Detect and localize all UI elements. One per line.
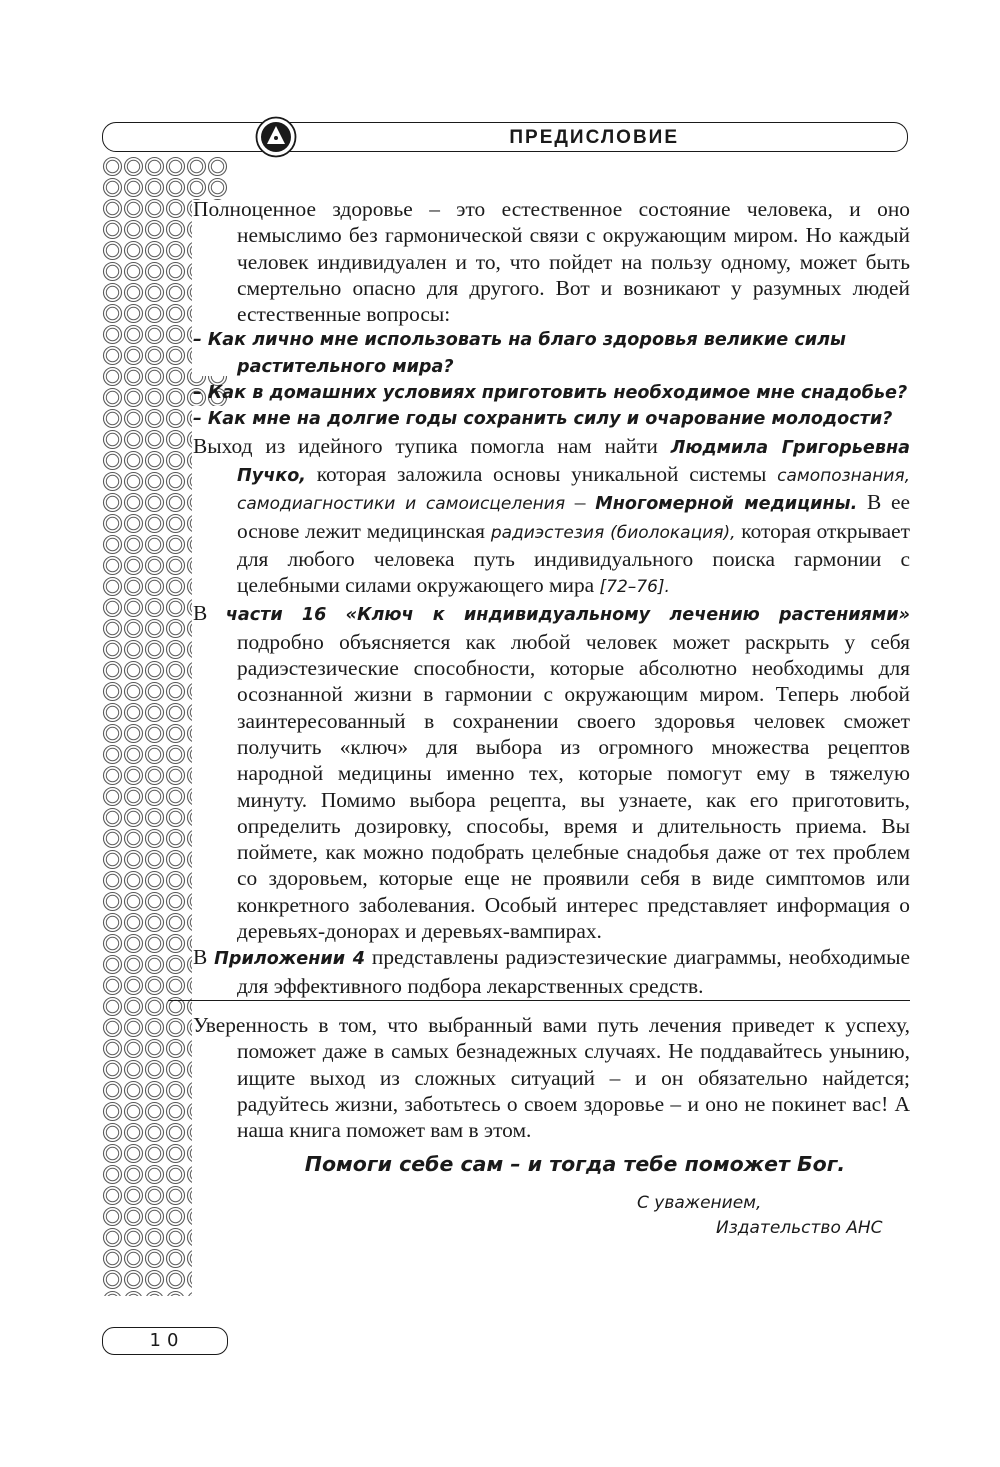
intro-paragraph: Полноценное здоровье – это естественное состояние человека, и оно немыслимо без гармонической связи с окружающим миром. Но каждый человек индивидуален и то, что пойдет на пользу одному, может быть смертельно опасно для другого. Вот и возникают у разумных людей естественные вопросы: — [193, 197, 910, 327]
question-item: – Как мне на долгие годы сохранить силу и очарование молодости? — [193, 409, 893, 430]
part16-paragraph: В части 16 «Ключ к индивидуальному лечению растениями» подробно объясняется как любой человек может раскрыть у себя радиэстезические способности, которые абсолютно необходимы для осознанной жизни в гармонии с окружающим миром. Теперь любой заинтересованный в сохранении своего здоровья человек сможет получить «ключ» для выбора из огромного множества рецептов народной медицины именно тех, которые помогут ему в тяжелую минуту. Помимо выбора рецепта, вы узнаете, как его приготовить, определить дозировку, способы, время и длительность приема. Вы поймете, как можно подобрать целебные снадобья даже от тех проблем со здоровьем, которые еще не проявили себя в виде симптомов или конкретного заболевания. Особый интерес представляет информация о деревьях-донорах и деревьях-вампирах. — [193, 601, 910, 944]
question-item: – Как лично мне использовать на благо здоровья великие силы растительного мира? — [193, 330, 846, 377]
appendix-paragraph: В Приложении 4 представлены радиэстезические диаграммы, необходимые для эффективного подбора лекарственных средств. — [193, 945, 910, 998]
appendix-title: Приложении 4 — [214, 949, 365, 970]
question-item: – Как в домашних условиях приготовить необходимое мне снадобье? — [193, 383, 908, 404]
method-name: Многомерной медицины. — [595, 494, 858, 515]
section-divider — [168, 1000, 910, 1001]
pucko-paragraph: Выход из идейного тупика помогла нам найти Людмила Григорьевна Пучко, которая заложила основы уникальной системы самопознания, самодиагностики и самоисцеления – Многомерной медицины. В ее основе лежит медицинская радиэстезия (биолокация), которая открывает для любого человека путь индивидуального поиска гармонии с целебными силами окружающего мира [72–76]. — [193, 433, 910, 598]
author-name: Людмила Григорьевна Пучко, — [237, 437, 910, 486]
triangle-emblem-icon — [255, 116, 297, 158]
system-name: самопознания, самодиагностики и самоисцеления — [237, 465, 910, 515]
radiesthesia-term: радиэстезия (биолокация), — [490, 522, 736, 543]
signature-line-2: Издательство АНС — [716, 1218, 883, 1238]
part16-title: части 16 «Ключ к индивидуальному лечению растениями» — [225, 605, 910, 626]
reference: [72–76]. — [599, 577, 670, 598]
motto: Помоги себе сам – и тогда тебе поможет Бог. — [304, 1152, 846, 1176]
chapter-title: ПРЕДИСЛОВИЕ — [509, 127, 679, 148]
chapter-header-bar — [102, 122, 908, 152]
signature-line-1: С уважением, — [637, 1193, 762, 1213]
page-number: 10 — [102, 1327, 228, 1355]
closing-section — [193, 1012, 910, 1143]
intro-section — [193, 196, 910, 999]
closing-paragraph: Уверенность в том, что выбранный вами путь лечения приведет к успеху, поможет даже в самых безнадежных случаях. Не поддавайтесь унынию, ищите выход из сложных ситуаций – и он обязательно найдется; радуйтесь жизни, заботьтесь о своем здоровье – и оно не покинет вас! А наша книга поможет вам в этом. — [193, 1013, 910, 1143]
